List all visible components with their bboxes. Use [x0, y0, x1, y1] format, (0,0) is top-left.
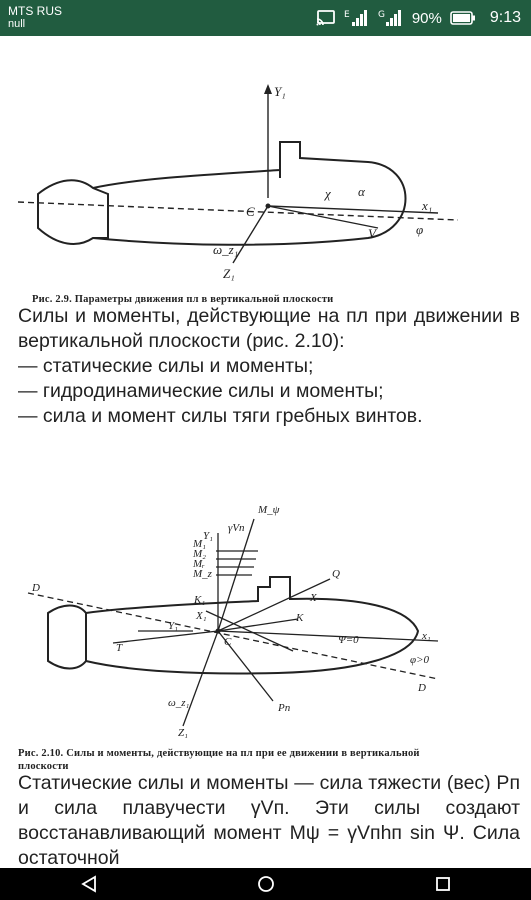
signal-icon-1	[344, 8, 370, 28]
label-k1: K₁	[194, 594, 206, 606]
label-mw: M_ψ	[258, 504, 280, 516]
label-c: C	[224, 636, 232, 648]
label-x: X	[310, 592, 317, 604]
back-icon[interactable]	[59, 869, 119, 899]
list-item: — гидродинамические силы и моменты;	[18, 380, 384, 402]
label-omega: ω_z₁	[213, 242, 239, 257]
svg-text:E: E	[343, 10, 350, 20]
figure-2-10	[18, 491, 448, 783]
clock: 9:13	[489, 9, 521, 26]
list-item: — статические силы и моменты;	[18, 355, 314, 377]
carrier-info	[8, 5, 62, 31]
label-chi: χ	[325, 186, 331, 201]
figure-2-9	[18, 78, 460, 308]
label-m2: M₂	[193, 548, 206, 560]
label-alpha: α	[358, 184, 365, 199]
label-m4: M_z	[193, 568, 212, 580]
label-y1-small: Y₁	[168, 620, 178, 632]
navigation-bar	[0, 868, 531, 900]
home-icon[interactable]	[236, 869, 296, 899]
label-y1: Y₁	[203, 530, 213, 542]
label-x1-small: X₁	[196, 610, 207, 622]
paragraph-static-forces	[18, 771, 520, 868]
signal-icon-2	[378, 8, 404, 28]
label-k: K	[296, 612, 304, 624]
label-z1: Z₁	[178, 727, 188, 739]
submarine-diagram-2	[18, 491, 448, 741]
battery-percent: 90%	[411, 9, 442, 27]
document-content[interactable]	[0, 36, 531, 868]
label-q: Q	[332, 568, 340, 580]
label-y1: Y₁	[274, 84, 286, 99]
paragraph-forces	[18, 304, 520, 429]
figure-caption: Рис. 2.10. Силы и моменты, действующие на пл при ее движении в вертикальной плоскости	[18, 748, 420, 772]
paragraph-text: Статические силы и моменты — сила тяжести (вес) Рп и сила плавучести γVп. Эти силы создают восстанавливающий момент Мψ = γVпhп sin Ψ. Сила остаточной	[18, 772, 520, 868]
status-icons	[316, 0, 521, 36]
label-x1: x₁	[422, 630, 431, 642]
cast-icon	[316, 10, 336, 26]
label-x1: x₁	[422, 198, 433, 213]
label-omega: ω_z₁	[168, 697, 190, 709]
label-psi: Ψ=0	[338, 634, 359, 646]
svg-text:G: G	[377, 10, 385, 20]
label-c: C	[246, 204, 255, 219]
label-d-left: D	[32, 582, 40, 594]
status-bar	[0, 0, 531, 36]
label-phi: φ>0	[410, 654, 430, 666]
battery-icon	[450, 11, 476, 25]
label-m1: M₁	[193, 538, 206, 550]
label-d-right: D	[418, 682, 426, 694]
label-rn: Pп	[278, 702, 291, 714]
label-z1: Z₁	[223, 266, 235, 281]
paragraph-intro: Силы и моменты, действующие на пл при движении в вертикальной плоскости (рис. 2.10):	[18, 305, 520, 352]
label-yvp: γVп	[228, 522, 245, 534]
figure-caption: Рис. 2.9. Параметры движения пл в вертикальной плоскости	[32, 294, 334, 305]
label-phi: φ	[416, 222, 424, 237]
submarine-diagram-1	[18, 78, 460, 288]
label-v: V	[368, 226, 376, 241]
carrier-name: MTS RUS	[8, 4, 62, 18]
label-t: T	[116, 642, 123, 654]
label-m3: Mᵣ	[193, 558, 205, 570]
list-item: — сила и момент силы тяги гребных винтов.	[18, 405, 423, 427]
recents-icon[interactable]	[413, 869, 473, 899]
carrier-sub: null	[8, 18, 26, 30]
